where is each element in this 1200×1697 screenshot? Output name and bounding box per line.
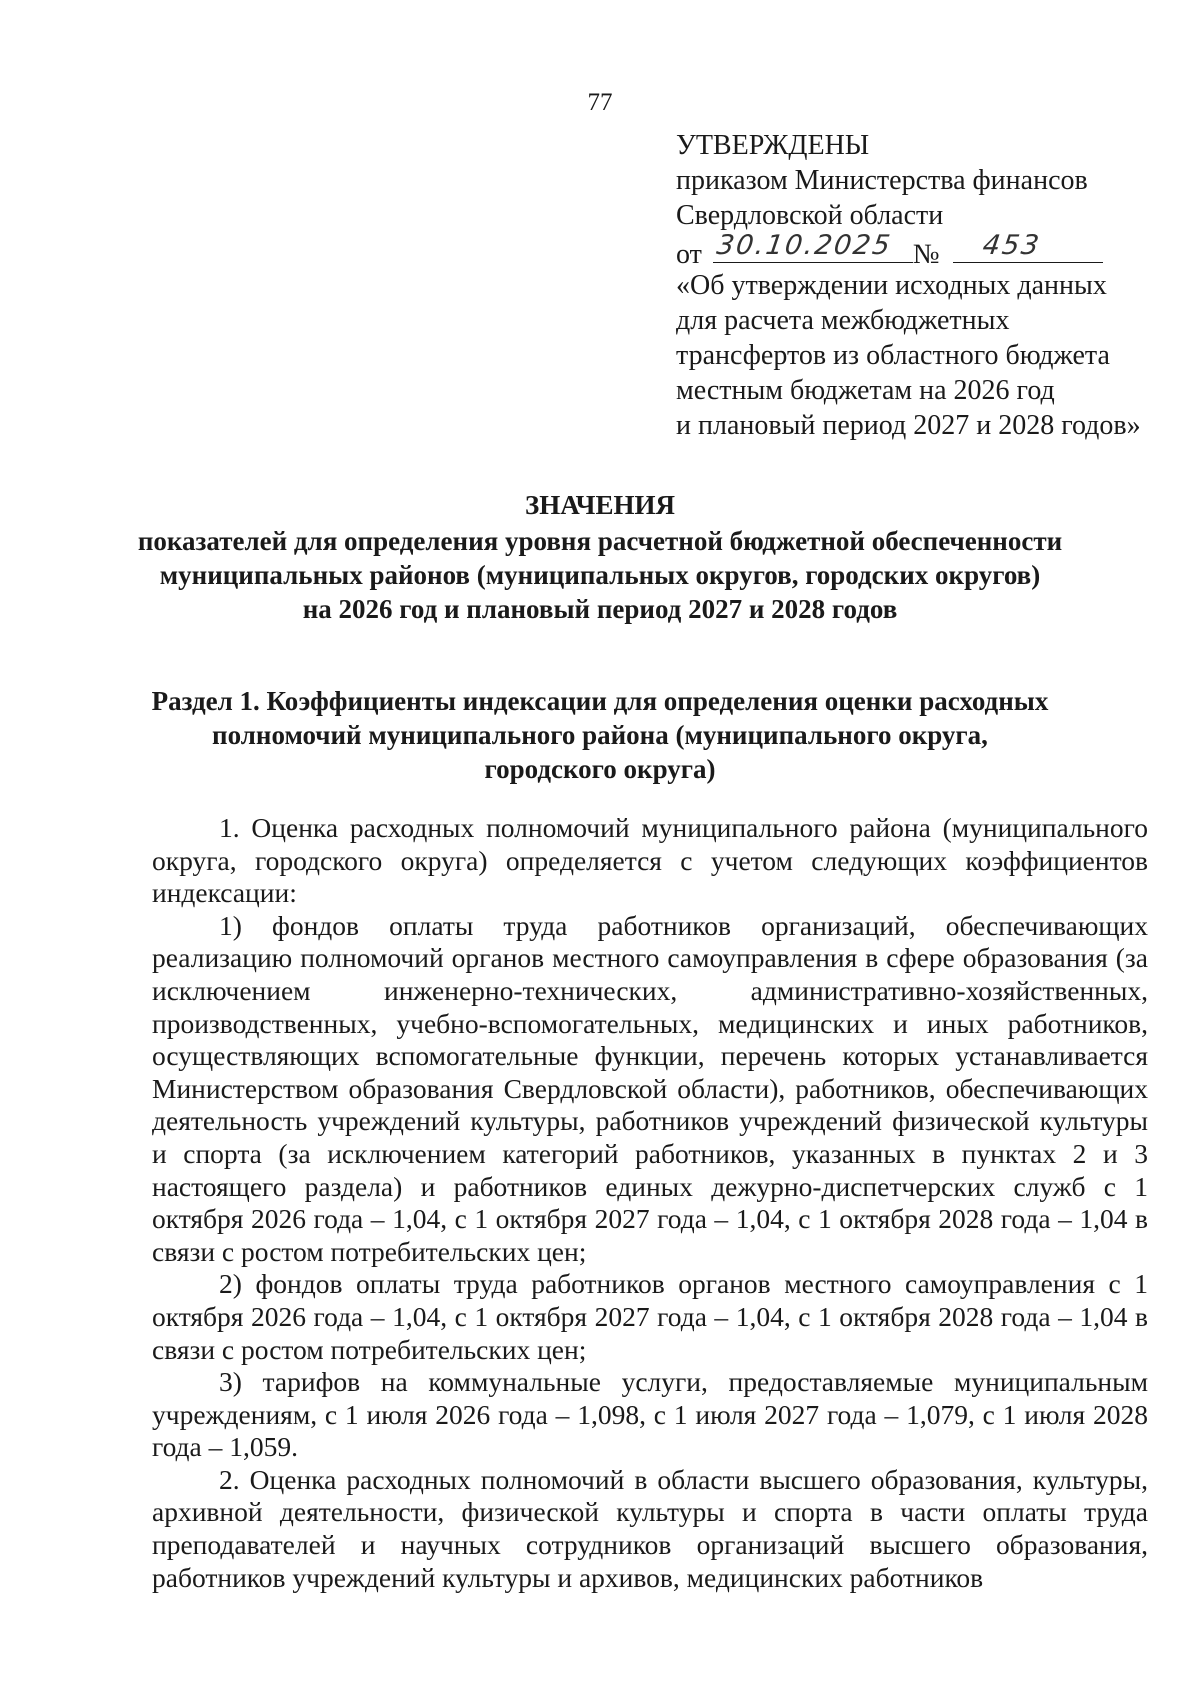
handwritten-date-field bbox=[713, 230, 913, 263]
title-line: на 2026 год и плановый период 2027 и 2028 годов bbox=[302, 594, 898, 624]
approval-line-1: приказом Министерства финансов bbox=[676, 165, 1088, 196]
approval-stamp-block bbox=[676, 128, 1156, 443]
paragraph: 3) тарифов на коммунальные услуги, предоставляемые муниципальным учреждениям, с 1 июля 2026 года – 1,098, с 1 июля 2027 года – 1,079, с 1 июля 2028 года – 1,059. bbox=[152, 1366, 1148, 1463]
paragraph: 1) фондов оплаты труда работников организаций, обеспечивающих реализацию полномочий органов местного самоуправления в сфере образования (за исключением инженерно-технических, административно-хозяйственных, производственных, учебно-вспомогательных, медицинских и иных работников, осуществляющих вспомогательные функции, перечень которых устанавливается Министерством образования Свердловской области), работников, обеспечивающих деятельность учреждений культуры, работников учреждений физической культуры и спорта (за исключением категорий работников, указанных в пунктах 2 и 3 настоящего раздела) и работников единых дежурно-диспетчерских служб с 1 октября 2026 года – 1,04, с 1 октября 2027 года – 1,04, с 1 октября 2028 года – 1,04 в связи с ростом потребительских цен; bbox=[152, 909, 1148, 1267]
paragraph: 2) фондов оплаты труда работников органов местного самоуправления с 1 октября 2026 года – 1,04, с 1 октября 2027 года – 1,04, с 1 октября 2028 года – 1,04 в связи с ростом потребительских цен; bbox=[152, 1268, 1148, 1365]
approval-date-line bbox=[676, 230, 1156, 270]
order-title-line: «Об утверждении исходных данных bbox=[676, 270, 1107, 301]
paragraph: 1. Оценка расходных полномочий муниципального района (муниципального округа, городского округа) определяется с учетом следующих коэффициентов индексации: bbox=[152, 812, 1148, 909]
date-prefix: от bbox=[676, 239, 702, 270]
body-text bbox=[152, 812, 1148, 1594]
section-heading bbox=[0, 684, 1200, 786]
page-number: 77 bbox=[587, 89, 613, 116]
order-title-line: и плановый период 2027 и 2028 годов» bbox=[676, 410, 1141, 441]
section-line: городского округа) bbox=[484, 754, 716, 784]
document-title bbox=[0, 488, 1200, 626]
section-line: полномочий муниципального района (муниципального округа, bbox=[212, 720, 988, 750]
approval-line-2: Свердловской области bbox=[676, 200, 944, 231]
order-title-line: для расчета межбюджетных bbox=[676, 305, 1010, 336]
title-line: показателей для определения уровня расчетной бюджетной обеспеченности bbox=[137, 526, 1063, 556]
handwritten-number: 453 bbox=[980, 230, 1043, 261]
handwritten-date: 30.10.2025 bbox=[714, 230, 894, 261]
order-title-line: местным бюджетам на 2026 год bbox=[676, 375, 1055, 406]
paragraph: 2. Оценка расходных полномочий в области высшего образования, культуры, архивной деятельности, физической культуры и спорта в части оплаты труда преподавателей и научных сотрудников организаций высшего образования, работников учреждений культуры и архивов, медицинских работников bbox=[152, 1463, 1148, 1593]
number-sign: № bbox=[912, 239, 940, 270]
title-main: ЗНАЧЕНИЯ bbox=[525, 490, 675, 520]
order-title-line: трансфертов из областного бюджета bbox=[676, 340, 1110, 371]
title-line: муниципальных районов (муниципальных округов, городских округов) bbox=[159, 560, 1041, 590]
approval-heading: УТВЕРЖДЕНЫ bbox=[676, 130, 870, 161]
handwritten-number-field bbox=[953, 230, 1103, 263]
section-line: Раздел 1. Коэффициенты индексации для определения оценки расходных bbox=[151, 686, 1049, 716]
